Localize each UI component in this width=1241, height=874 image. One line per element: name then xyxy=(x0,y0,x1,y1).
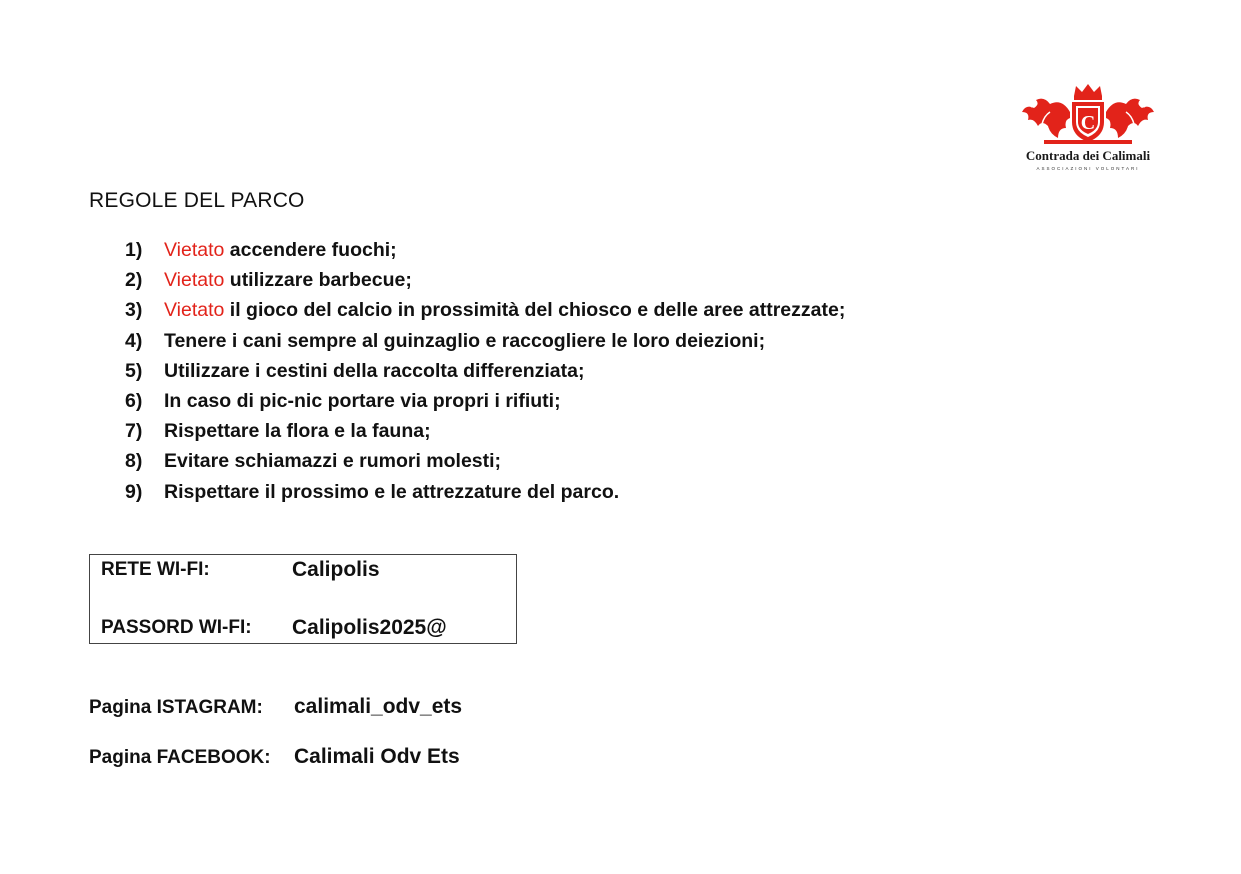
list-item xyxy=(125,478,845,508)
svg-text:C: C xyxy=(1080,112,1096,134)
contrada-logo xyxy=(1014,82,1162,174)
wifi-info-box xyxy=(89,554,517,644)
rule-text: accendere fuochi; xyxy=(224,239,397,261)
rule-text: il gioco del calcio in prossimità del chiosco e delle aree attrezzate; xyxy=(224,299,846,322)
list-item xyxy=(125,417,845,447)
rule-number: 3) xyxy=(125,299,143,322)
list-item xyxy=(125,387,845,417)
rule-text: Tenere i cani sempre al guinzaglio e raccogliere le loro deiezioni; xyxy=(164,329,766,352)
logo-name: Contrada dei Calimali xyxy=(1025,148,1151,163)
rule-number: 8) xyxy=(125,450,143,473)
rule-text: In caso di pic-nic portare via propri i rifiuti; xyxy=(164,389,561,412)
instagram-label: Pagina ISTAGRAM: xyxy=(89,697,263,718)
instagram-handle: calimali_odv_ets xyxy=(294,695,463,718)
rule-text: Evitare schiamazzi e rumori molesti; xyxy=(164,450,502,473)
page-title: REGOLE DEL PARCO xyxy=(89,189,305,212)
rule-number: 6) xyxy=(125,389,143,412)
rule-warning: Vietato xyxy=(164,269,225,292)
rule-number: 1) xyxy=(125,239,143,261)
facebook-label: Pagina FACEBOOK: xyxy=(89,747,271,768)
wifi-password-value: Calipolis2025@ xyxy=(292,616,447,639)
list-item xyxy=(125,236,845,266)
rule-number: 4) xyxy=(125,329,143,352)
rule-warning: Vietato xyxy=(164,299,225,322)
wifi-password-label: PASSORD WI-FI: xyxy=(101,617,252,638)
facebook-row xyxy=(89,745,460,769)
rules-list xyxy=(125,236,845,508)
rule-text: Utilizzare i cestini della raccolta differenziata; xyxy=(164,359,585,382)
list-item xyxy=(125,447,845,477)
list-item xyxy=(125,327,845,357)
rule-number: 7) xyxy=(125,420,143,443)
rule-text: Rispettare la flora e la fauna; xyxy=(164,420,431,443)
rule-number: 9) xyxy=(125,480,143,503)
list-item xyxy=(125,357,845,387)
wifi-network-label: RETE WI-FI: xyxy=(101,559,210,580)
facebook-page: Calimali Odv Ets xyxy=(294,745,460,768)
rule-text: Rispettare il prossimo e le attrezzature del parco. xyxy=(164,480,620,503)
rule-number: 2) xyxy=(125,269,143,292)
rule-number: 5) xyxy=(125,359,143,382)
rule-text: utilizzare barbecue; xyxy=(224,269,412,292)
rule-warning: Vietato xyxy=(164,239,225,261)
instagram-row xyxy=(89,695,462,719)
logo-subtitle: ASSOCIAZIONI VOLONTARI xyxy=(1036,166,1140,171)
wifi-network-value: Calipolis xyxy=(292,558,380,581)
crowned-shield-with-griffins-icon xyxy=(1014,82,1162,146)
list-item xyxy=(125,296,845,326)
list-item xyxy=(125,266,845,296)
